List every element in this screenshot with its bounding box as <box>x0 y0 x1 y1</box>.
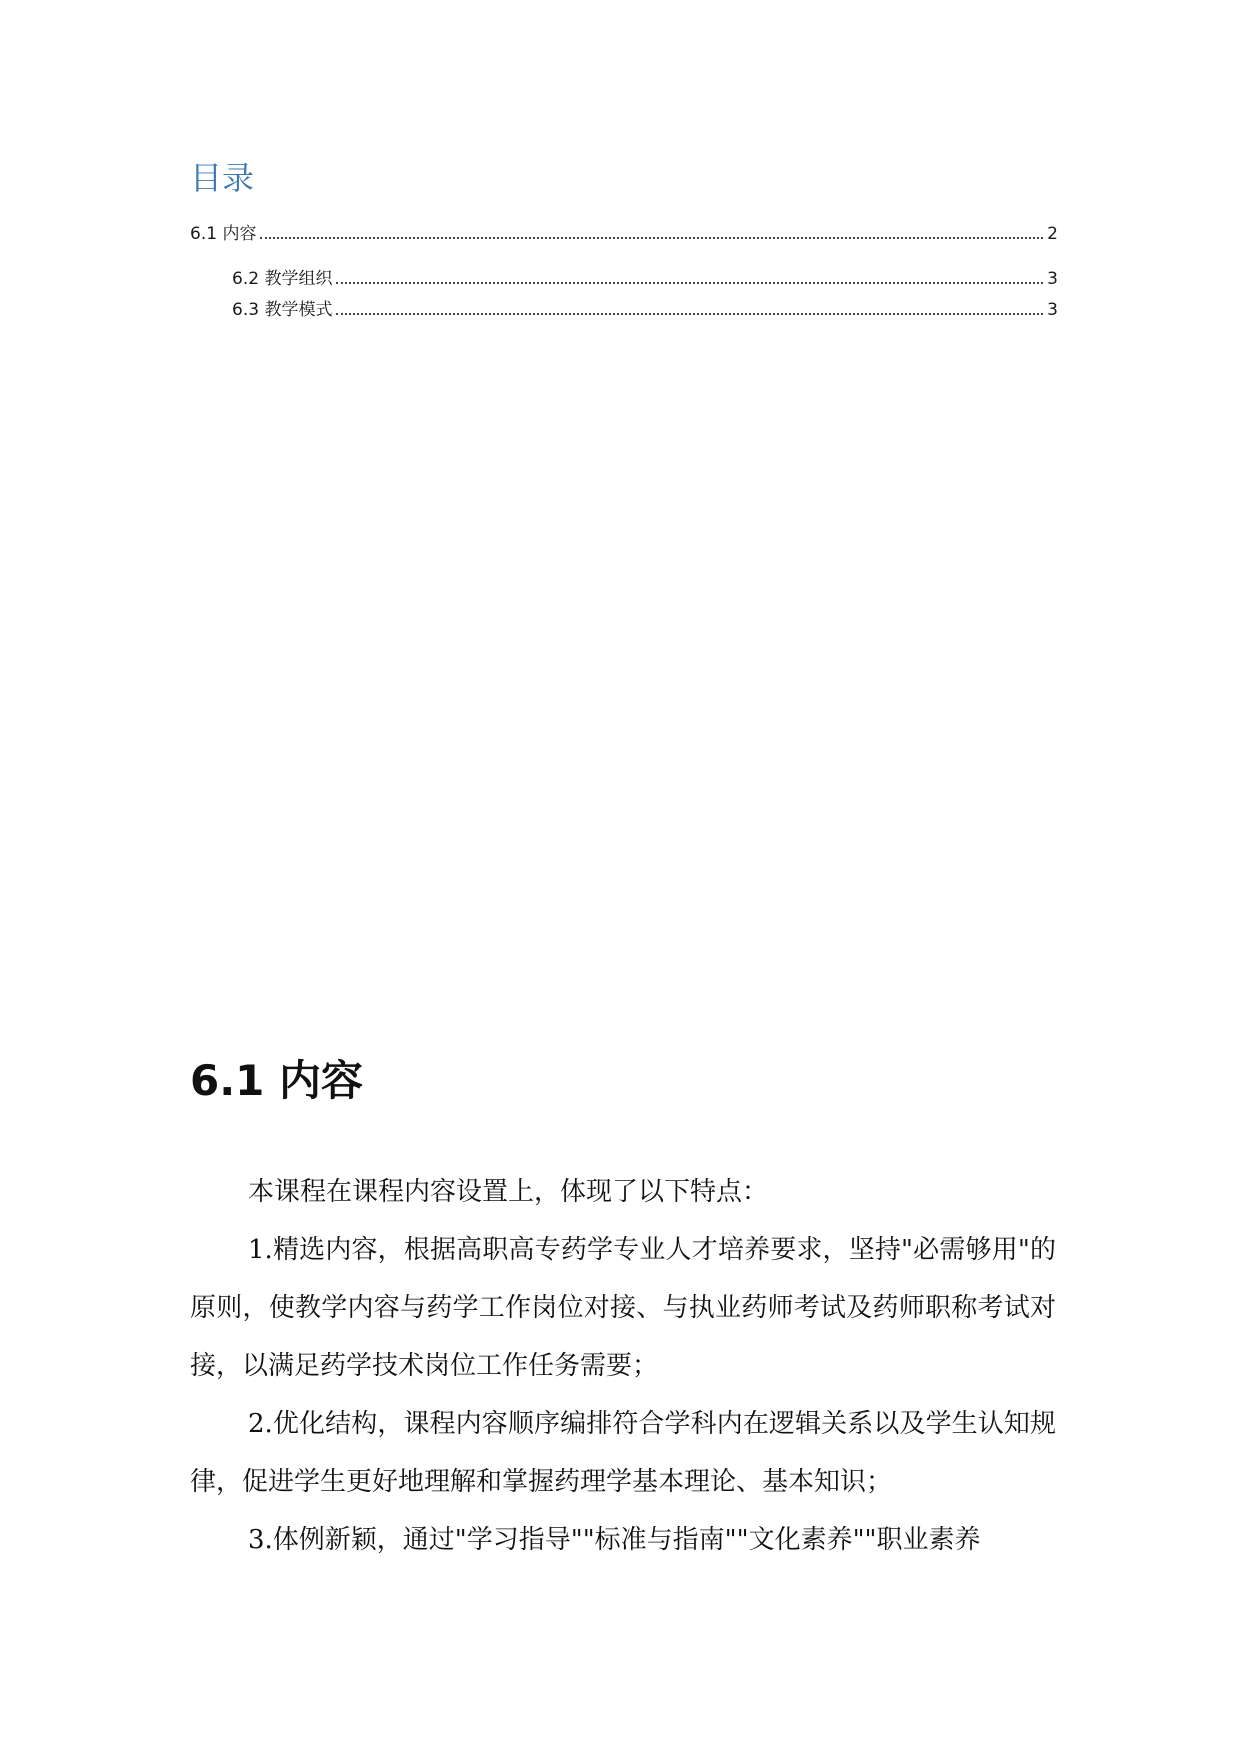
toc-entry-6-2[interactable] <box>232 268 1058 290</box>
toc-entry-6-1[interactable] <box>190 223 1058 245</box>
toc-dot-leader <box>260 237 1043 239</box>
toc-entry-6-3[interactable] <box>232 299 1058 321</box>
toc-title: 目录 <box>190 159 255 197</box>
section-body <box>190 1163 1056 1569</box>
toc-dot-leader <box>336 282 1043 284</box>
toc-entry-page: 3 <box>1047 300 1058 320</box>
body-paragraph-1: 1.精选内容，根据高职高专药学专业人才培养要求，坚持"必需够用"的原则，使教学内容与药学工作岗位对接、与执业药师考试及药师职称考试对接，以满足药学技术岗位工作任务需要； <box>190 1235 1056 1381</box>
toc-entry-page: 3 <box>1047 269 1058 289</box>
toc-entry-label: 6.3 教学模式 <box>232 300 333 320</box>
toc-entry-page: 2 <box>1047 224 1058 244</box>
section-heading: 6.1 内容 <box>190 1056 364 1105</box>
body-paragraph-3: 3.体例新颖，通过"学习指导""标准与指南""文化素养""职业素养 <box>248 1525 981 1555</box>
body-paragraph-2: 2.优化结构，课程内容顺序编排符合学科内在逻辑关系以及学生认知规律，促进学生更好地理解和掌握药理学基本理论、基本知识； <box>190 1409 1056 1497</box>
toc-entry-label: 6.2 教学组织 <box>232 269 333 289</box>
toc-dot-leader <box>336 313 1043 315</box>
body-paragraph-intro: 本课程在课程内容设置上，体现了以下特点： <box>248 1177 769 1207</box>
toc-entry-label: 6.1 内容 <box>190 224 257 244</box>
